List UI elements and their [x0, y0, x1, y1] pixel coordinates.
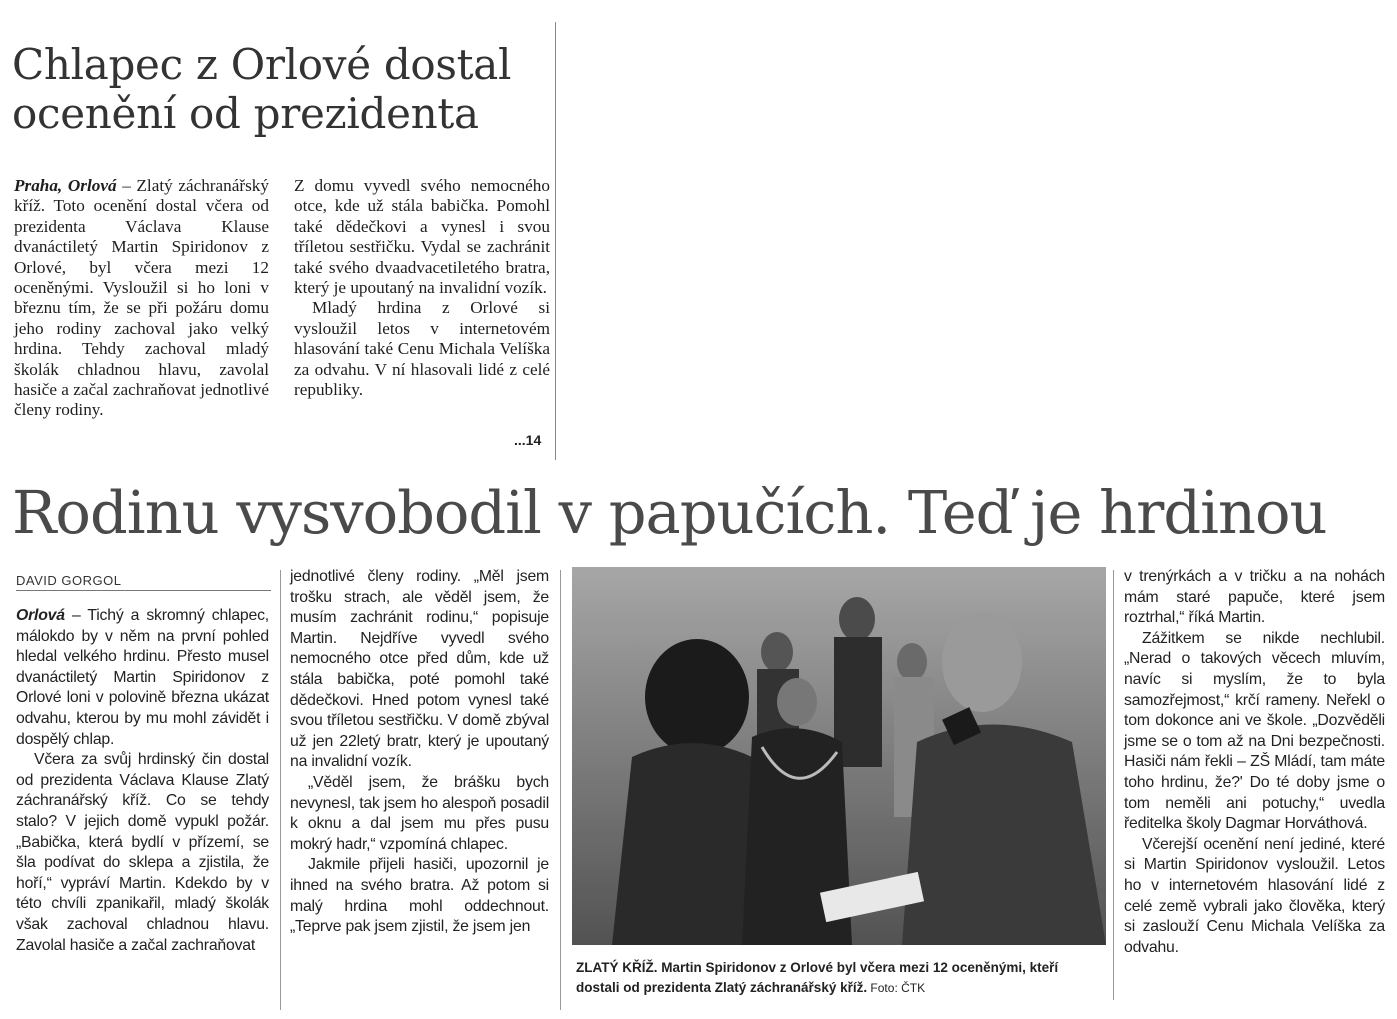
- paragraph: Včera za svůj hrdinský čin dostal od prezidenta Václava Klause Zlatý záchranářský kříž. Co se tehdy stalo? V jejich domě vypukl požár. „Babička, která bydlí v přízemí, se šla podívat do sklepa a zjistila, že hoří,“ vypráví Martin. Kdekdo by v této chvíli zpanikařil, mladý školák však zachoval chladnou hlavu. Zavolal hasiče a začal zachraňovat: [16, 751, 269, 954]
- byline: DAVID GORGOL: [16, 573, 122, 588]
- main-article-column-3: [1124, 567, 1385, 958]
- paragraph: Včerejší ocenění není jediné, které si Martin Spiridonov vysloužil. Letos ho v internetovém hlasování lidé z celé země vybrali jako člověka, který si zaslouží Cenu Michala Velíška za odvahu.: [1124, 835, 1385, 956]
- byline-rule: [16, 590, 271, 591]
- dateline: Orlová: [16, 607, 65, 624]
- column-divider: [280, 570, 281, 1010]
- top-article-column-2: [294, 176, 550, 400]
- top-article-column-1: [14, 176, 269, 421]
- main-article-column-2: [290, 567, 549, 938]
- paragraph: – Tichý a skromný chlapec, málokdo by v něm na první pohled hledal velkého hrdinu. Přesto musel dvanáctiletý Martin Spiridonov z Orlové loni v polovině března ukázat odvahu, kterou by mu mohl závidět i dospělý chlap.: [16, 607, 269, 748]
- paragraph: Z domu vyvedl svého nemocného otce, kde už stála babička. Pomohl také dědečkovi a vynesl i svou tříletou sestřičku. Vydal se zachránit také svého dvaadvacetiletého bratra, který je upoutaný na invalidní vozík.: [294, 176, 550, 298]
- continued-marker: ...14: [514, 432, 542, 448]
- column-divider: [1113, 570, 1114, 1000]
- paragraph: „Věděl jsem, že brášku bych nevynesl, tak jsem ho alespoň posadil k oknu a dal jsem mu přes pusu mokrý hadr,“ vzpomíná chlapec.: [290, 773, 549, 853]
- photo-credit: Foto: ČTK: [867, 981, 926, 995]
- top-headline: Chlapec z Orlové dostal ocenění od prezidenta: [12, 40, 512, 138]
- paragraph: v trenýrkách a v tričku a na nohách mám staré papuče, které jsem roztrhal,“ říká Martin.: [1124, 568, 1385, 627]
- column-divider: [555, 22, 556, 460]
- paragraph: Jakmile přijeli hasiči, upozornil je ihned na svého bratra. Až potom si malý hrdina mohl oddechnout. „Teprve pak jsem zjistil, že jsem jen: [290, 856, 549, 936]
- photo-caption: [576, 958, 1101, 998]
- main-headline: Rodinu vysvobodil v papučích. Teď je hrdinou: [12, 478, 1327, 547]
- paragraph: jednotlivé členy rodiny. „Měl jsem trošku strach, ale věděl jsem, že musím zachránit rodinu,“ popisuje Martin. Nejdříve vyvedl svého nemocného otce před dům, kde už stála babička, poté pomohl také dědečkovi. Hned potom vynesl také svou tříletou sestřičku. V domě zbýval už jen 22letý bratr, který je upoutaný na invalidní vozík.: [290, 568, 549, 771]
- news-photo: [572, 567, 1106, 945]
- caption-text: Martin Spiridonov z Orlové byl včera mezi 12 oceněnými, kteří dostali od prezidenta Zlatý záchranářský kříž.: [576, 960, 1059, 995]
- column-divider: [560, 570, 561, 1010]
- photo-illustration: [572, 567, 1106, 945]
- dateline: Praha, Orlová: [14, 176, 117, 195]
- main-article-column-1: [16, 606, 269, 956]
- paragraph: Mladý hrdina z Orlové si vysloužil letos v internetovém hlasování také Cenu Michala Velíška za odvahu. V ní hlasovali lidé z celé republiky.: [294, 298, 550, 400]
- top-article-lead: – Zlatý záchranářský kříž. Toto ocenění dostal včera od prezidenta Václava Klause dvanáctiletý Martin Spiridonov z Orlové, byl včera mezi 12 oceněnými. Vysloužil si ho loni v březnu tím, že se při požáru domu jeho rodiny zachoval jako velký hrdina. Tehdy zachoval mladý školák chladnou hlavu, zavolal hasiče a začal zachraňovat jednotlivé členy rodiny.: [14, 176, 269, 420]
- paragraph: Zážitkem se nikde nechlubil. „Nerad o takových věcech mluvím, navíc si myslím, že to byla samozřejmost,“ krčí rameny. Neřekl o tom dokonce ani ve škole. „Dozvěděli jsme se o tom až na Dni bezpečnosti. Hasiči nám řekli – ZŠ Mládí, tam máte toho hrdinu, že?' Do té doby jsme o tom neměli ani potuchy,“ uvedla ředitelka školy Dagmar Horváthová.: [1124, 629, 1385, 833]
- caption-lead: ZLATÝ KŘÍŽ.: [576, 960, 658, 975]
